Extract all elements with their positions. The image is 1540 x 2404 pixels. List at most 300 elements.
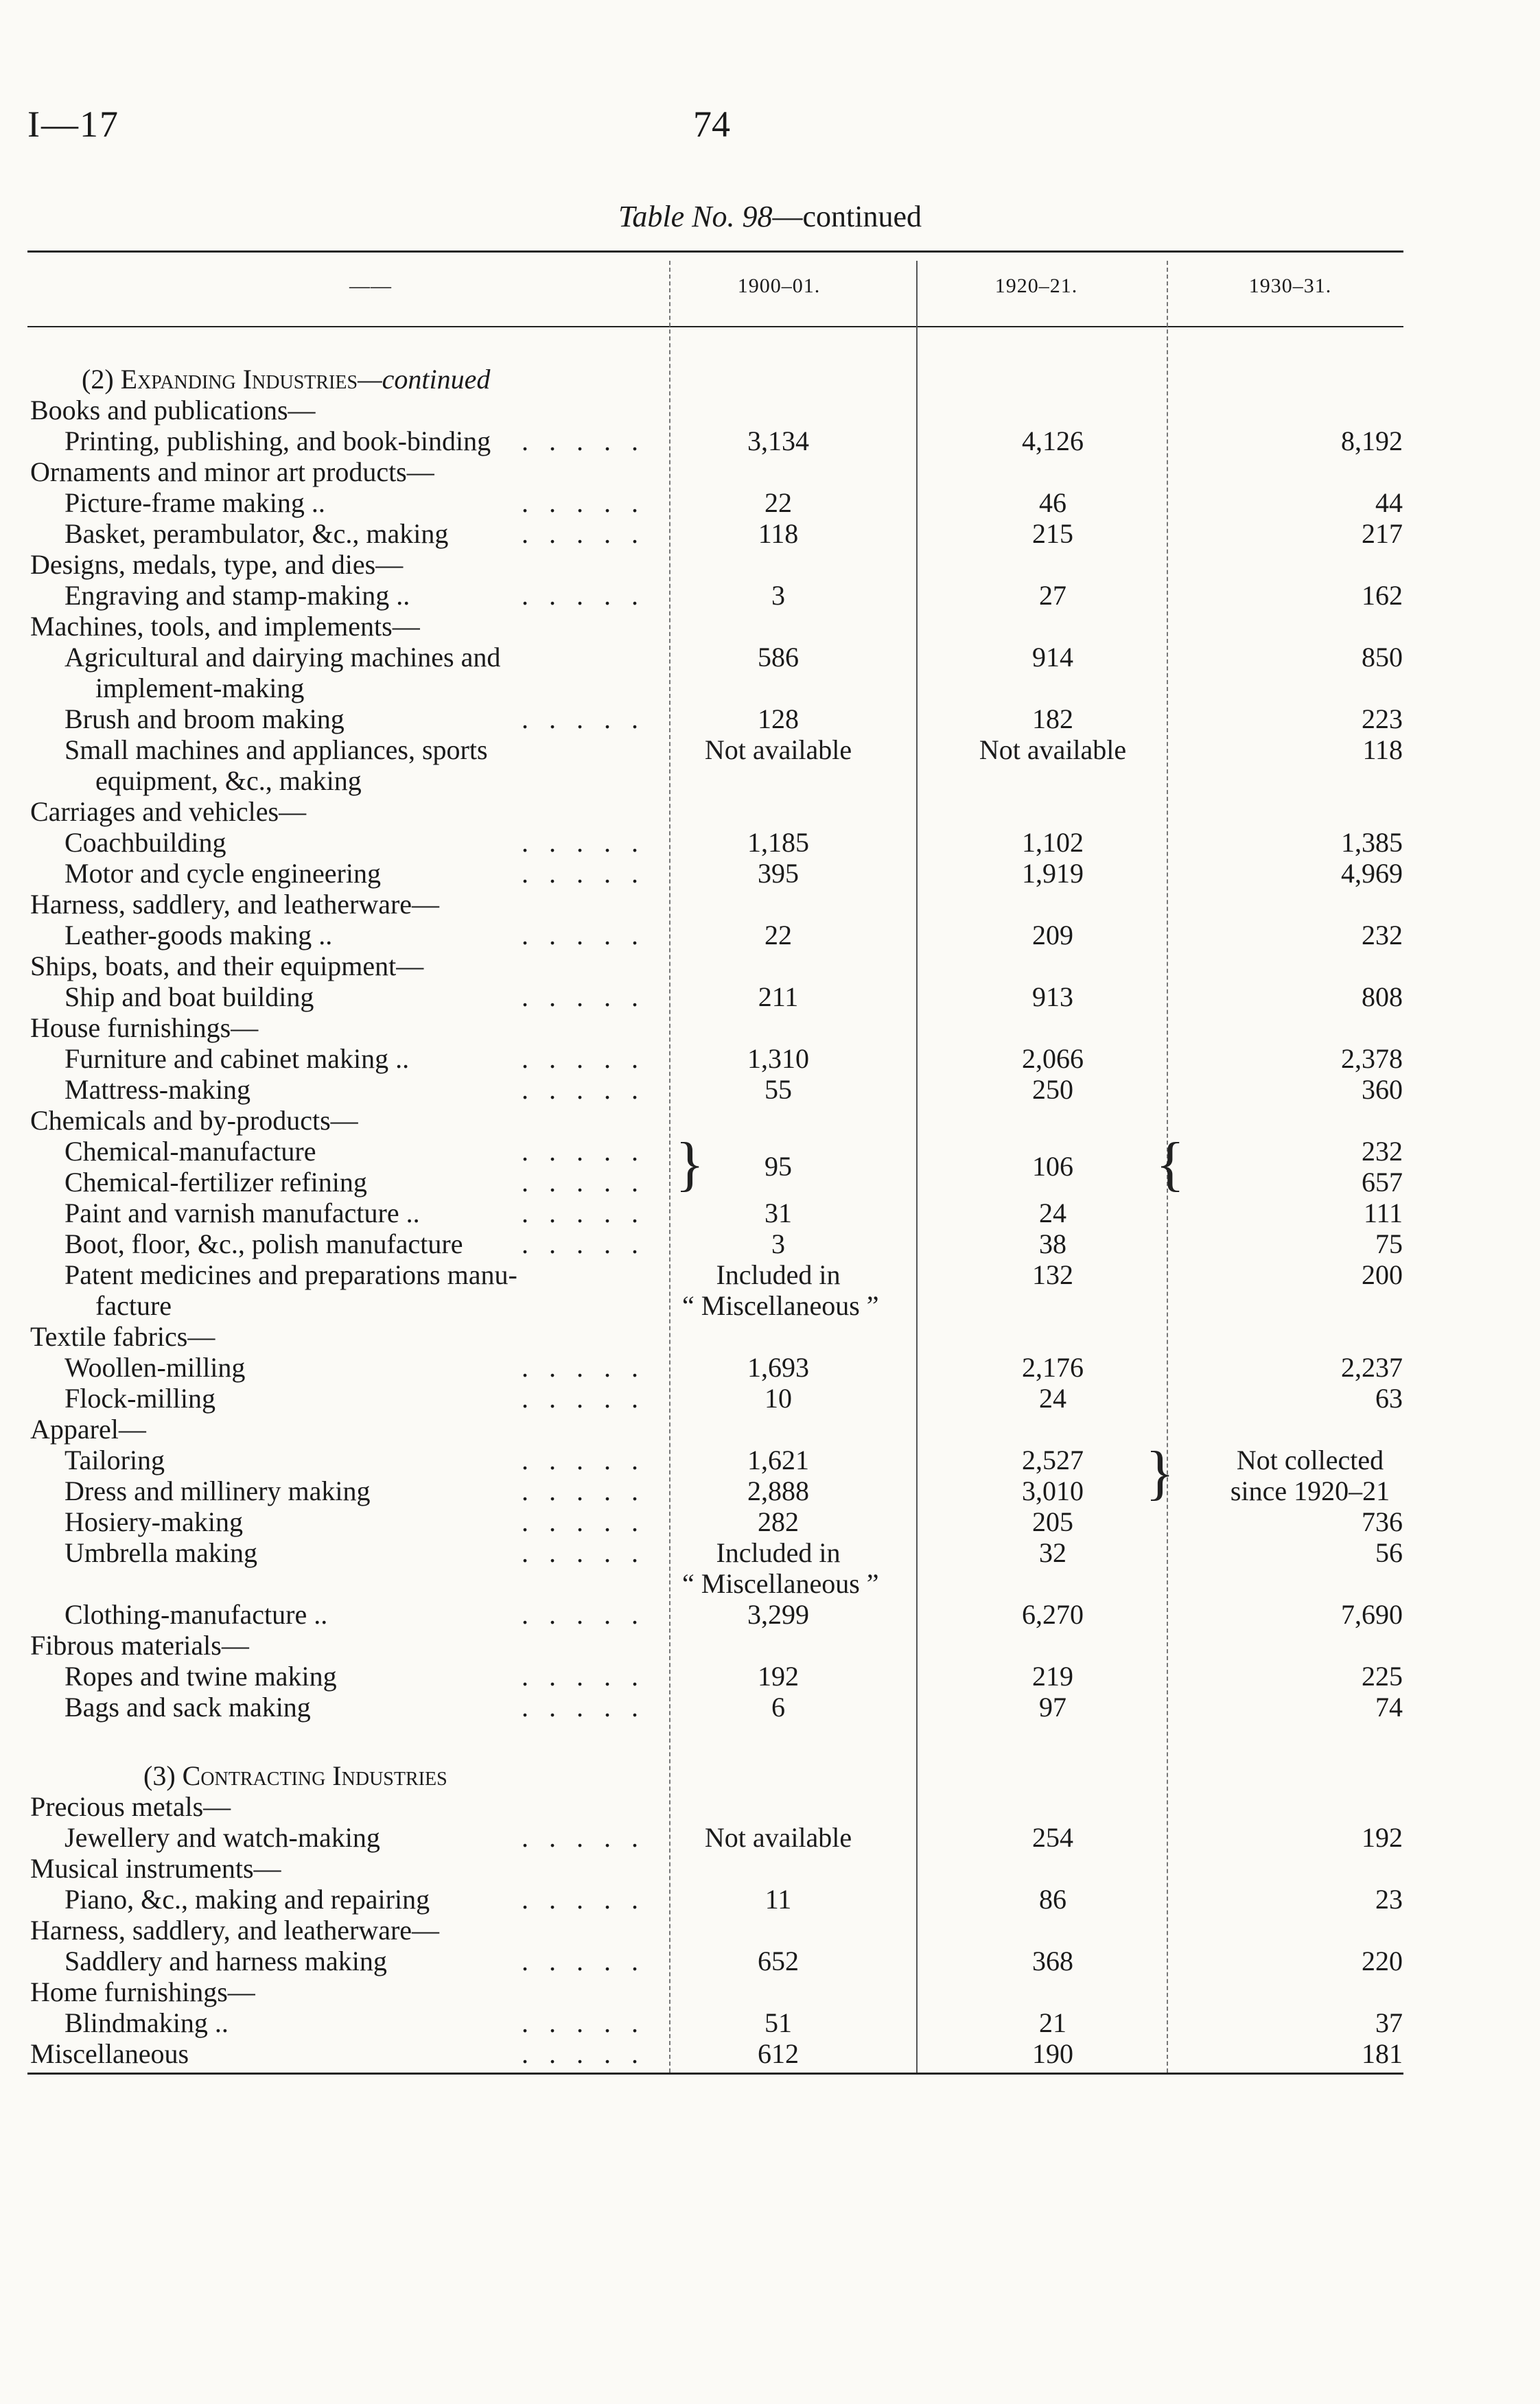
cell-1900: “ Miscellaneous ” [682,1290,879,1321]
row-label [30,1105,648,1136]
row-label-text: Designs, medals, type, and dies— [30,549,404,580]
cell-1900: 395 [758,858,799,889]
row-label [30,1791,648,1822]
section-heading-expanding [30,364,1423,395]
table-row [30,827,1423,858]
cell-1920: 1,102 [1022,827,1084,858]
cell-1900: 1,621 [747,1445,809,1475]
leader-dots: . . . . . [522,1537,645,1568]
row-label-text: Flock-milling [65,1383,215,1414]
cell-1920: 215 [1032,518,1073,549]
page-reference: I—17 [27,104,119,145]
cell-1920: 914 [1032,642,1073,673]
cell-1920: 97 [1039,1692,1066,1723]
leader-dots: . . . . . [522,580,645,611]
cell-1900: 22 [765,487,792,518]
group-row [30,611,1423,642]
leader-dots: . . . . . [522,920,645,950]
cell-1920: 24 [1039,1198,1066,1228]
group-row [30,2038,1423,2069]
leader-dots: . . . . . [522,1043,645,1074]
cell-1920: 38 [1039,1228,1066,1259]
group-row [30,1915,1423,1946]
cell-1900: 51 [765,2007,792,2038]
row-label [30,1321,648,1352]
cell-1900: 118 [758,518,799,549]
table-row [30,981,1423,1012]
leader-dots: . . . . . [522,1692,645,1723]
row-label [30,796,648,827]
row-label-text: Ships, boats, and their equipment— [30,950,424,981]
contracting-rows [30,1791,1423,2069]
cell-1930: 44 [1375,487,1403,518]
leader-dots: . . . . . [522,1445,645,1475]
cell-1900: “ Miscellaneous ” [682,1568,879,1599]
row-label-text: Apparel— [30,1414,146,1445]
group-row [30,889,1423,920]
row-label-text: Tailoring [65,1445,165,1475]
group-row [30,1630,1423,1661]
section-title: (3) Contracting Industries [143,1760,447,1791]
cell-1930: 232 [1362,920,1403,950]
cell-1900: 1,310 [747,1043,809,1074]
row-label [30,1506,648,1537]
leader-dots: . . . . . [522,1074,645,1105]
cell-1930: 200 [1362,1259,1403,1290]
cell-1900: 652 [758,1946,799,1976]
continuation-row [30,673,1423,703]
cell-1900: 211 [758,981,799,1012]
row-label [30,889,648,920]
cell-1900: 586 [758,642,799,673]
leader-dots: . . . . . [522,1506,645,1537]
cell-1920: 368 [1032,1946,1073,1976]
cell-1920: 46 [1039,487,1066,518]
cell-1900: 128 [758,703,799,734]
leader-dots: . . . . . [522,1884,645,1915]
cell-1920: 1,919 [1022,858,1084,889]
row-label-text: Furniture and cabinet making .. [65,1043,410,1074]
cell-1930: 192 [1362,1822,1403,1853]
group-row [30,1414,1423,1445]
cell-1900: 1,185 [747,827,809,858]
row-label-text: facture [95,1290,172,1321]
row-label-text: Machines, tools, and implements— [30,611,420,642]
table-row [30,734,1423,765]
cell-1930: since 1920–21 [1230,1475,1390,1506]
group-row [30,1105,1423,1136]
row-label [30,1884,648,1915]
row-label-text: Picture-frame making .. [65,487,325,518]
row-label-text: Textile fabrics— [30,1321,215,1352]
section-label [30,1760,761,1791]
row-label [30,456,648,487]
cell-1930: Not collected [1236,1445,1384,1475]
row-label [30,518,648,549]
row-label-text: Engraving and stamp-making .. [65,580,410,611]
cell-1930: 181 [1362,2038,1403,2069]
cell-1930: 162 [1362,580,1403,611]
row-label [30,642,648,673]
row-label [30,1259,648,1290]
leader-dots: . . . . . [522,518,645,549]
continuation-row [30,1568,1423,1599]
row-label-text: Carriages and vehicles— [30,796,307,827]
header-rule [27,326,1403,327]
leader-dots: . . . . . [522,1599,645,1630]
cell-1930: 2,237 [1341,1352,1403,1383]
leader-dots: . . . . . [522,827,645,858]
continuation-row [30,765,1423,796]
cell-1930: 808 [1362,981,1403,1012]
table-row [30,1352,1423,1383]
table-row [30,1198,1423,1228]
leader-dots: . . . . . [522,2007,645,2038]
row-label-text: Basket, perambulator, &c., making [65,518,449,549]
merged-cell-1920: 106 [1032,1151,1073,1182]
table-row [30,1383,1423,1414]
cell-1930: 4,969 [1341,858,1403,889]
row-label-text: implement-making [95,673,305,703]
row-label-text: Woollen-milling [65,1352,246,1383]
cell-1900: 612 [758,2038,799,2069]
row-label [30,2007,648,2038]
leader-dots: . . . . . [522,858,645,889]
table-row [30,703,1423,734]
cell-1930: 360 [1362,1074,1403,1105]
cell-1930: 225 [1362,1661,1403,1692]
leader-dots: . . . . . [522,1661,645,1692]
row-label-text: Harness, saddlery, and leatherware— [30,889,440,920]
table-row [30,1259,1423,1290]
table-row [30,1228,1423,1259]
cell-1920: 6,270 [1022,1599,1084,1630]
row-label [30,1290,648,1321]
cell-1930: 23 [1375,1884,1403,1915]
row-label [30,1167,648,1198]
table-row [30,1946,1423,1976]
row-label [30,1853,648,1884]
group-row [30,1321,1423,1352]
row-label [30,425,648,456]
cell-1930: 63 [1375,1383,1403,1414]
row-label [30,827,648,858]
leader-dots: . . . . . [522,1475,645,1506]
cell-1930: 8,192 [1341,425,1403,456]
row-label-text: House furnishings— [30,1012,259,1043]
leader-dots: . . . . . [522,1946,645,1976]
cell-1920: 913 [1032,981,1073,1012]
merged-cell-1900: 95 [765,1151,792,1182]
row-label [30,703,648,734]
right-brace-icon: } [675,1131,705,1198]
cell-1920: 24 [1039,1383,1066,1414]
row-label-text: Coachbuilding [65,827,226,858]
row-label-text: Precious metals— [30,1791,231,1822]
table-row [30,1475,1423,1506]
leader-dots: . . . . . [522,981,645,1012]
left-brace-icon: { [1156,1131,1185,1198]
table-row [30,580,1423,611]
leader-dots: . . . . . [522,1198,645,1228]
row-label [30,950,648,981]
row-label-text: Agricultural and dairying machines and [65,642,501,673]
table-row [30,425,1423,456]
table-row [30,1537,1423,1568]
section-suffix: —continued [358,364,491,395]
cell-1930: 111 [1363,1198,1403,1228]
cell-1900: 10 [765,1383,792,1414]
cell-1930: 223 [1362,703,1403,734]
row-label [30,1043,648,1074]
cell-1920: 182 [1032,703,1073,734]
cell-1930: 37 [1375,2007,1403,2038]
row-label-text: Hosiery-making [65,1506,243,1537]
cell-1930: 220 [1362,1946,1403,1976]
table-row [30,1506,1423,1537]
group-row [30,1853,1423,1884]
cell-1900: 282 [758,1506,799,1537]
row-label-text: Paint and varnish manufacture .. [65,1198,420,1228]
leader-dots: . . . . . [522,1352,645,1383]
row-label [30,1475,648,1506]
cell-1900: 6 [771,1692,785,1723]
table-row [30,2007,1423,2038]
top-rule [27,250,1403,253]
table-row [30,642,1423,673]
row-label [30,765,648,796]
leader-dots: . . . . . [522,1822,645,1853]
cell-1920: 2,066 [1022,1043,1084,1074]
row-label [30,1537,648,1568]
row-label [30,1198,648,1228]
table-row [30,1661,1423,1692]
cell-1900: 31 [765,1198,792,1228]
column-header-1900: 1900–01. [737,275,821,297]
cell-1920: 32 [1039,1537,1066,1568]
cell-1900: 192 [758,1661,799,1692]
row-label [30,1976,648,2007]
cell-1930: 217 [1362,518,1403,549]
cell-1930: 56 [1375,1537,1403,1568]
spacer [30,1723,1423,1760]
cell-1900: 3,134 [747,425,809,456]
row-label-text: Mattress-making [65,1074,251,1105]
row-label-text: Fibrous materials— [30,1630,249,1661]
table-title-number: Table No. 98 [618,200,773,233]
cell-1920: 27 [1039,580,1066,611]
table-row [30,487,1423,518]
column-header-1930: 1930–31. [1248,275,1332,297]
leader-dots: . . . . . [522,1228,645,1259]
row-label [30,1915,648,1946]
leader-dots: . . . . . [522,487,645,518]
cell-1900: 1,693 [747,1352,809,1383]
column-header-1920: 1920–21. [994,275,1078,297]
row-label-text: equipment, &c., making [95,765,362,796]
row-label [30,1661,648,1692]
group-row [30,796,1423,827]
row-label [30,1352,648,1383]
row-label-text: Brush and broom making [65,703,345,734]
bottom-rule [27,2073,1403,2075]
row-label [30,487,648,518]
continuation-row [30,1290,1423,1321]
group-row [30,1791,1423,1822]
cell-1930: 850 [1362,642,1403,673]
row-label-text: Small machines and appliances, sports [65,734,488,765]
group-row [30,1976,1423,2007]
cell-1900: 2,888 [747,1475,809,1506]
row-label-text: Printing, publishing, and book-binding [65,425,491,456]
cell-1930: 75 [1375,1228,1403,1259]
cell-1930: 657 [1362,1167,1403,1198]
row-label [30,611,648,642]
cell-1900: 3 [771,580,785,611]
table-row [30,1884,1423,1915]
row-label-text: Chemical-manufacture [65,1136,316,1167]
group-row [30,456,1423,487]
row-label-text: Clothing-manufacture .. [65,1599,328,1630]
cell-1900: Not available [704,734,852,765]
cell-1930: 118 [1362,734,1403,765]
row-label-text: Bags and sack making [65,1692,311,1723]
cell-1900: Included in [716,1537,841,1568]
table-body [30,364,1423,2069]
row-label [30,1228,648,1259]
row-label [30,673,648,703]
row-label-text: Ropes and twine making [65,1661,337,1692]
row-label [30,1012,648,1043]
row-label [30,734,648,765]
leader-dots: . . . . . [522,1383,645,1414]
row-label-text: Harness, saddlery, and leatherware— [30,1915,440,1946]
cell-1930: 736 [1362,1506,1403,1537]
row-label-text: Leather-goods making .. [65,920,333,950]
row-label [30,1445,648,1475]
cell-1920: Not available [979,734,1127,765]
cell-1920: 250 [1032,1074,1073,1105]
row-label [30,1074,648,1105]
row-label [30,1822,648,1853]
row-label-text: Boot, floor, &c., polish manufacture [65,1228,463,1259]
table-row [30,1822,1423,1853]
row-label [30,1136,648,1167]
cell-1920: 190 [1032,2038,1073,2069]
leader-dots: . . . . . [522,1136,645,1167]
cell-1900: 3,299 [747,1599,809,1630]
table-row [30,518,1423,549]
section-label [30,364,699,395]
row-label-text: Motor and cycle engineering [65,858,381,889]
section-title: (2) Expanding Industries [82,364,358,395]
column-header-label: —— [349,275,392,297]
table-row [30,920,1423,950]
table-row [30,1692,1423,1723]
row-label [30,549,648,580]
row-label [30,580,648,611]
leader-dots: . . . . . [522,703,645,734]
cell-1900: 55 [765,1074,792,1105]
row-label-text: Saddlery and harness making [65,1946,387,1976]
cell-1920: 205 [1032,1506,1073,1537]
row-label-text: Patent medicines and preparations manu- [65,1259,517,1290]
leader-dots: . . . . . [522,1167,645,1198]
cell-1920: 2,527 [1022,1445,1084,1475]
leader-dots: . . . . . [522,425,645,456]
expanding-rows [30,395,1423,1723]
row-label [30,1383,648,1414]
row-label [30,981,648,1012]
row-label-text: Chemical-fertilizer refining [65,1167,367,1198]
cell-1920: 219 [1032,1661,1073,1692]
cell-1900: Not available [704,1822,852,1853]
leader-dots: . . . . . [522,2038,645,2069]
row-label [30,858,648,889]
row-label-text: Ship and boat building [65,981,314,1012]
cell-1930: 7,690 [1341,1599,1403,1630]
cell-1920: 132 [1032,1259,1073,1290]
cell-1930: 1,385 [1341,827,1403,858]
cell-1930: 232 [1362,1136,1403,1167]
row-label-text: Umbrella making [65,1537,258,1568]
row-label-text: Musical instruments— [30,1853,281,1884]
row-label-text: Blindmaking .. [65,2007,229,2038]
row-label-text: Books and publications— [30,395,316,425]
cell-1920: 2,176 [1022,1352,1084,1383]
cell-1900: 3 [771,1228,785,1259]
group-row [30,1012,1423,1043]
row-label [30,920,648,950]
cell-1920: 209 [1032,920,1073,950]
cell-1920: 4,126 [1022,425,1084,456]
table-title [0,199,1540,234]
row-label [30,1599,648,1630]
row-label [30,1630,648,1661]
row-label-text: Miscellaneous [30,2038,189,2069]
table-row [30,858,1423,889]
row-label-text: Chemicals and by-products— [30,1105,358,1136]
cell-1920: 21 [1039,2007,1066,2038]
cell-1900: 22 [765,920,792,950]
right-brace-icon: } [1145,1440,1175,1506]
group-row [30,549,1423,580]
row-label-text: Ornaments and minor art products— [30,456,434,487]
row-label-text: Home furnishings— [30,1976,255,2007]
row-label-text: Dress and millinery making [65,1475,371,1506]
row-label [30,395,648,425]
row-label-text: Jewellery and watch-making [65,1822,380,1853]
section-heading-contracting [30,1760,1423,1791]
table-title-suffix: —continued [772,200,922,233]
row-label [30,2038,648,2069]
row-label [30,1692,648,1723]
row-label-text: Piano, &c., making and repairing [65,1884,430,1915]
table-row [30,1043,1423,1074]
cell-1930: 2,378 [1341,1043,1403,1074]
cell-1920: 86 [1039,1884,1066,1915]
group-row [30,950,1423,981]
row-label [30,1946,648,1976]
row-label [30,1414,648,1445]
cell-1920: 254 [1032,1822,1073,1853]
cell-1900: 11 [765,1884,792,1915]
table-row [30,1599,1423,1630]
page-number: 74 [693,104,730,145]
cell-1920: 3,010 [1022,1475,1084,1506]
group-row [30,395,1423,425]
table-row [30,1074,1423,1105]
